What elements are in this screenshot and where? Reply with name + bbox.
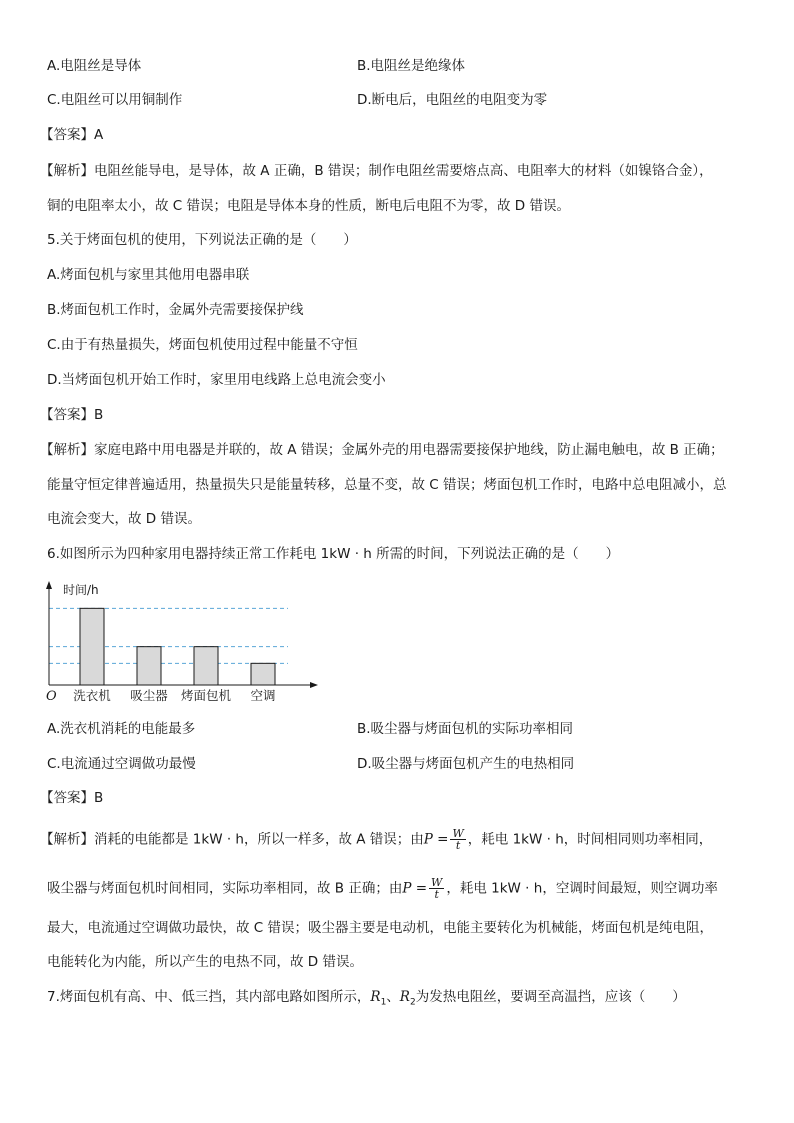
q6-answer: 【答案】B bbox=[40, 790, 104, 806]
q6-option-d: D.吸尘器与烤面包机产生的电热相同 bbox=[357, 756, 575, 772]
q5-explanation-line-2: 能量守恒定律普遍适用，热量损失只是能量转移，总量不变，故 C 错误；烤面包机工作时，电路中总电阻减小，总 bbox=[47, 477, 727, 493]
q5-answer: 【答案】B bbox=[40, 407, 104, 423]
formula-denominator-1: t bbox=[455, 839, 461, 852]
q6-explanation-line-2 bbox=[47, 877, 718, 900]
formula-lhs-1: P = bbox=[423, 831, 449, 848]
q6-stem: 6.如图所示为四种家用电器持续正常工作耗电 1kW · h 所需的时间，下列说法正确的是（ ） bbox=[47, 546, 620, 562]
r1-symbol: R bbox=[370, 989, 381, 1005]
q6-explanation-line-3: 最大，电流通过空调做功最快，故 C 错误；吸尘器主要是电动机，电能主要转化为机械能，烤面包机是纯电阻， bbox=[47, 920, 714, 936]
formula-lhs-2: P = bbox=[402, 880, 428, 897]
y-axis-arrow bbox=[46, 581, 52, 589]
q6-option-c: C.电流通过空调做功最慢 bbox=[47, 756, 196, 772]
q4-answer: 【答案】A bbox=[40, 127, 104, 143]
r2-subscript: 2 bbox=[409, 997, 416, 1008]
q5-explanation-line-3: 电流会变大，故 D 错误。 bbox=[47, 511, 201, 527]
q6-expl-2a: 吸尘器与烤面包机时间相同，实际功率相同，故 B 正确；由 bbox=[47, 880, 403, 897]
formula-denominator-2: t bbox=[434, 888, 439, 901]
q6-expl-1a: 【解析】消耗的电能都是 1kW · h，所以一样多，故 A 错误；由 bbox=[40, 831, 424, 848]
bar-0 bbox=[80, 608, 104, 685]
bar-3 bbox=[251, 663, 275, 685]
x-tick-label-3: 空调 bbox=[250, 688, 276, 703]
origin-label: O bbox=[46, 689, 57, 704]
x-tick-label-1: 吸尘器 bbox=[130, 688, 168, 703]
q6-option-a: A.洗衣机消耗的电能最多 bbox=[47, 721, 196, 737]
q7-stem bbox=[47, 987, 686, 1013]
bar-1 bbox=[137, 647, 161, 685]
r2-symbol: R bbox=[399, 989, 410, 1005]
bar-chart bbox=[40, 578, 320, 704]
q6-expl-2b: ，耗电 1kW · h，空调时间最短，则空调功率 bbox=[446, 880, 718, 897]
q6-option-b: B.吸尘器与烤面包机的实际功率相同 bbox=[357, 721, 574, 737]
q6-explanation-line-1 bbox=[40, 828, 712, 851]
formula-numerator-1: W bbox=[452, 827, 464, 840]
r1-subscript: 1 bbox=[380, 997, 387, 1008]
q7-stem-a: 7.烤面包机有高、中、低三挡，其内部电路如图所示， bbox=[47, 989, 371, 1005]
q4-option-a: A.电阻丝是导体 bbox=[47, 58, 142, 74]
x-tick-labels bbox=[73, 688, 275, 703]
q5-stem: 5.关于烤面包机的使用，下列说法正确的是（ ） bbox=[47, 232, 357, 248]
q4-option-c: C.电阻丝可以用铜制作 bbox=[47, 92, 183, 108]
q6-expl-1b: ，耗电 1kW · h，时间相同则功率相同， bbox=[467, 831, 713, 848]
q7-stem-b: 为发热电阻丝，要调至高温挡，应该（ ） bbox=[415, 989, 686, 1005]
q5-option-a: A.烤面包机与家里其他用电器串联 bbox=[47, 267, 250, 283]
q4-option-d: D.断电后，电阻丝的电阻变为零 bbox=[357, 92, 548, 108]
q4-explanation-line-1: 【解析】电阻丝能导电，是导体，故 A 正确，B 错误；制作电阻丝需要熔点高、电阻率大的材料（如镍铬合金）， bbox=[40, 163, 713, 179]
q5-explanation-line-1: 【解析】家庭电路中用电器是并联的，故 A 错误；金属外壳的用电器需要接保护地线，防止漏电触电，故 B 正确； bbox=[40, 442, 724, 458]
formula-fraction-2 bbox=[429, 877, 444, 900]
q5-option-c: C.由于有热量损失，烤面包机使用过程中能量不守恒 bbox=[47, 337, 358, 353]
q7-separator: 、 bbox=[386, 989, 400, 1005]
bar-2 bbox=[194, 647, 218, 685]
q4-option-b: B.电阻丝是绝缘体 bbox=[357, 58, 466, 74]
q5-option-b: B.烤面包机工作时，金属外壳需要接保护线 bbox=[47, 302, 304, 318]
x-tick-label-0: 洗衣机 bbox=[73, 688, 111, 703]
q5-option-d: D.当烤面包机开始工作时，家里用电线路上总电流会变小 bbox=[47, 372, 386, 388]
y-axis-label: 时间/h bbox=[63, 583, 99, 597]
q4-explanation-line-2: 铜的电阻率太小，故 C 错误；电阻是导体本身的性质，断电后电阻不为零，故 D 错误。 bbox=[47, 198, 570, 214]
formula-fraction-1 bbox=[450, 828, 465, 851]
x-tick-label-2: 烤面包机 bbox=[180, 688, 232, 703]
formula-numerator-2: W bbox=[431, 876, 443, 889]
x-axis-arrow bbox=[310, 682, 318, 688]
q6-explanation-line-4: 电能转化为内能，所以产生的电热不同，故 D 错误。 bbox=[47, 954, 363, 970]
